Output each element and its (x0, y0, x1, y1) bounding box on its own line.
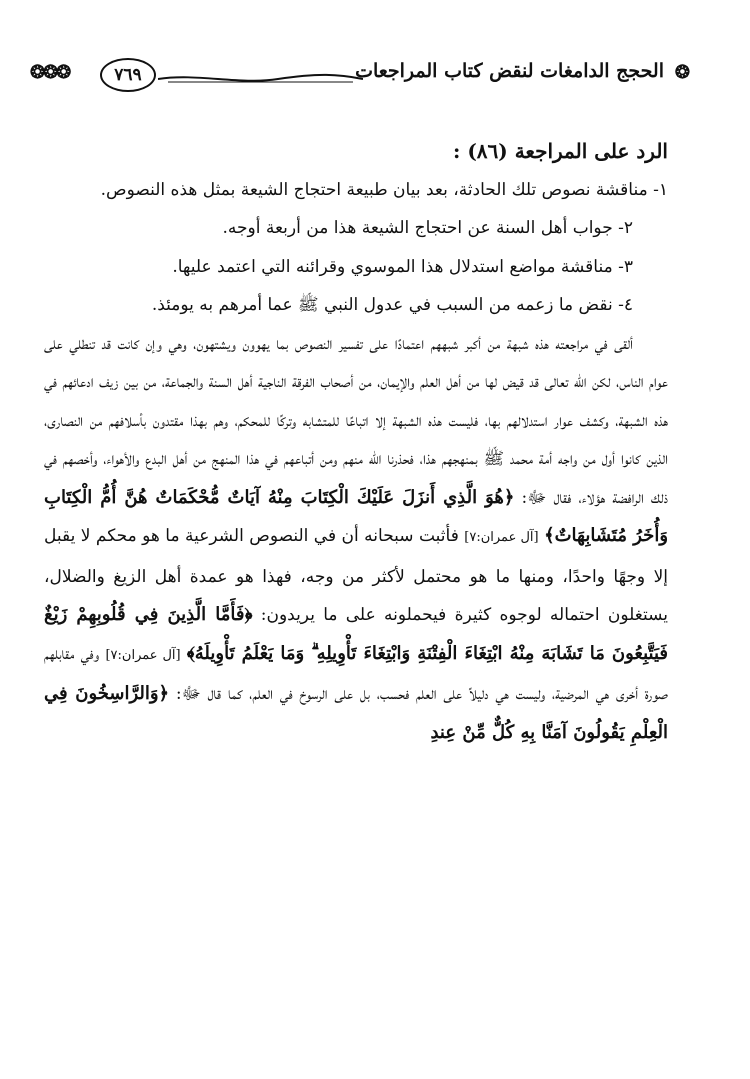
page-number: ٧٦٩ (100, 58, 156, 92)
quran-verse: ﴿وَالرَّاسِخُونَ فِي الْعِلْمِ يَقُولُونَ آمَنَّا بِهِ كُلٌّ مِّنْ عِندِ (44, 683, 668, 743)
point-item: ٤- نقض ما زعمه من السبب في عدول النبي ﷺ عما أمرهم به يومئذ. (151, 295, 633, 315)
body-paragraph (44, 325, 668, 753)
paragraph-text: وفي مقابلهم صورة أخرى هي المرضية، وليست هي دليلاً على العلم فحسب، بل على الرسوخ في العلم، كما قال ﷻ: (44, 643, 668, 704)
paragraph-text: فأثبت سبحانه أن في النصوص الشرعية ما هو محكم لا يقبل إلا وجهًا واحدًا، ومنها ما هو محتمل لأكثر من وجه، فهذا هو عمدة أهل الزيغ والضلال، يستغلون احتماله لوجوه كثيرة فيحملونه على ما يريدون: (44, 526, 668, 625)
point-item: ٣- مناقشة مواضع استدلال هذا الموسوي وقرائنه التي اعتمد عليها. (172, 256, 633, 277)
verse-reference: [آل عمران:٧] (105, 647, 181, 663)
header-flourish (158, 70, 363, 88)
header-title: الحجج الدامغات لنقض كتاب المراجعات (355, 60, 664, 82)
point-item: ٢- جواب أهل السنة عن احتجاج الشيعة هذا من أربعة أوجه. (222, 218, 633, 238)
header-ornament-left: ❂❂❂ (30, 62, 70, 83)
section-heading: الرد على المراجعة (٨٦) : (452, 139, 668, 163)
quran-verse: ﴿فَأَمَّا الَّذِينَ فِي قُلُوبِهِمْ زَيْغٌ فَيَتَّبِعُونَ مَا تَشَابَهَ مِنْهُ ابْتِغَاءَ الْفِتْنَةِ وَابْتِغَاءَ تَأْوِيلِهِ ۗ وَمَا يَعْلَمُ تَأْوِيلَهُ﴾ (44, 604, 669, 664)
header-ornament-right: ❂ (674, 62, 690, 83)
verse-reference: [آل عمران:٧] (464, 530, 539, 545)
quran-verse: ﴿هُوَ الَّذِي أَنزَلَ عَلَيْكَ الْكِتَابَ مِنْهُ آيَاتٌ مُّحْكَمَاتٌ هُنَّ أُمُّ الْكِتَابِ وَأُخَرُ مُتَشَابِهَاتٌ﴾ (44, 486, 669, 546)
paragraph-text: ألقى في مراجعته هذه شبهة من أكبر شبههم اعتمادًا على تفسير النصوص بما يهوون ويشتهون، وهي وإن كانت قد تنطلي على عوام الناس، لكن الله تعالى قد قيض لها من أهل العلم والإيمان، من أصحاب الفرقة الناجية أهل السنة والجماعة، من بين زيف ادعائهم في هذه الشبهة، وكشف عوار استدلالهم بها، فليست هذه الشبهة إلا اتباعًا للمتشابه وتركًا للمحكم، وهم بهذا مقتدون بأسلافهم من النصارى، الذين كانوا أول من واجه أمة محمد ﷺ بمنهجهم هذا، فحذرنا الله منهم ومن أتباعهم في هذا المنهج من أهل البدع والأهواء، وأخصهم في ذلك الرافضة هؤلاء، فقال ﷻ: (44, 333, 669, 508)
page-content (44, 132, 668, 752)
page-header (30, 56, 690, 96)
point-item: ١- مناقشة نصوص تلك الحادثة، بعد بيان طبيعة احتجاج الشيعة بمثل هذه النصوص. (100, 179, 668, 200)
